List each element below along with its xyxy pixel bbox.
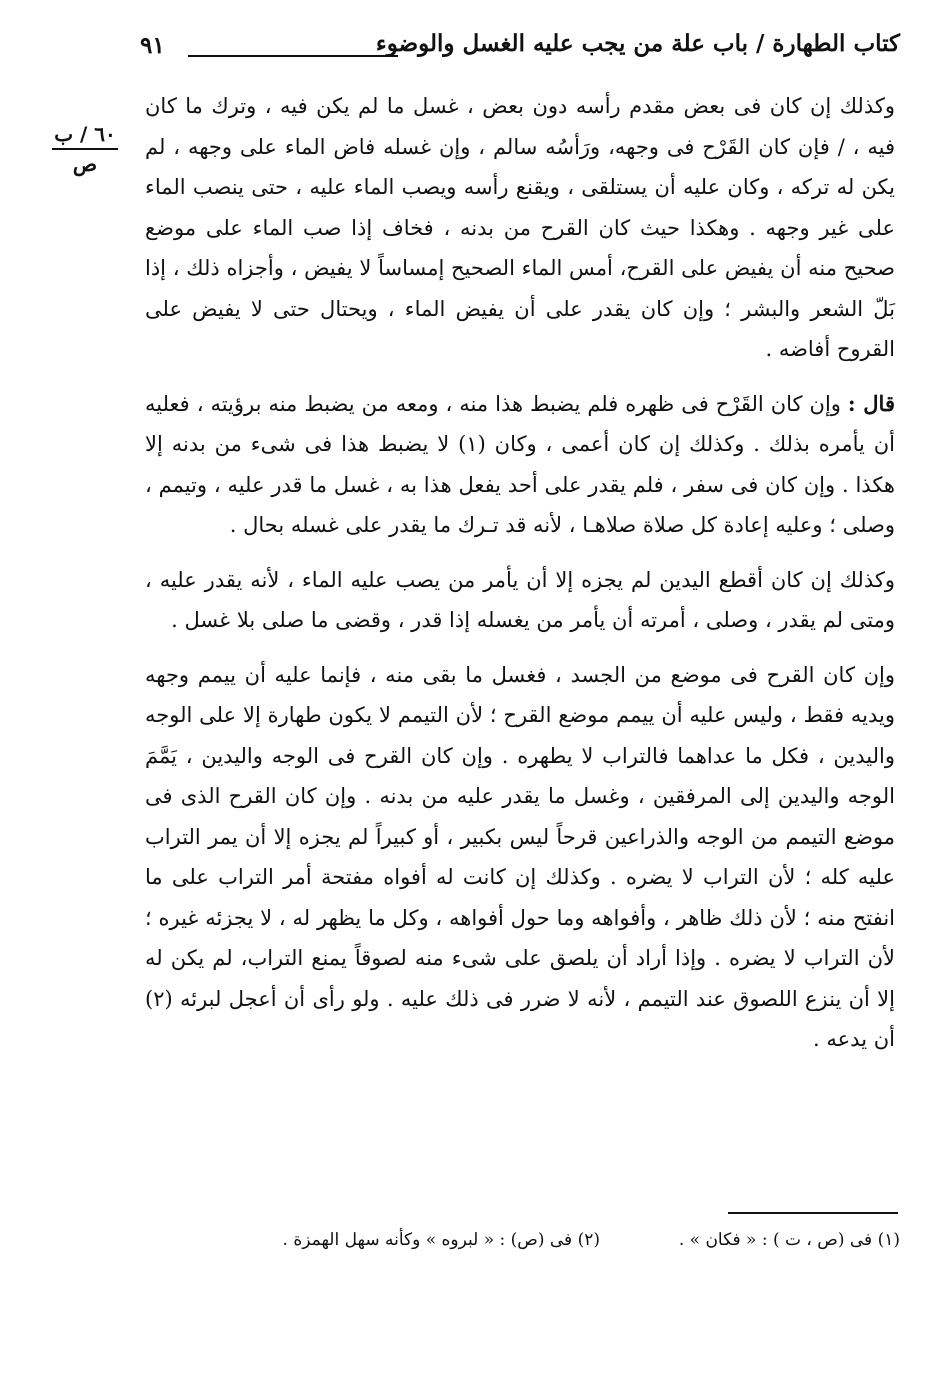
- paragraph: [145, 384, 895, 546]
- paragraph-text: وإن كان القَرْح فى ظهره فلم يضبط هذا منه ، ومعه من يضبط منه برؤيته ، فعليه أن يأمره بذلك . وكذلك إن كان أعمى ، وكان (١) لا يضبط هذا فى شىء من بدنه إلا هكذا . وإن كان فى سفر ، فلم يقدر على أحد يفعل هذا به ، غسل ما قدر عليه ، وتيمم ، وصلى ؛ وعليه إعادة كل صلاة صلاهـا ، لأنه قد تـرك ما يقدر على غسله بحال .: [145, 391, 895, 537]
- running-title: كتاب الطهارة / باب علة من يجب عليه الغسل والوضوء: [375, 30, 900, 57]
- manuscript-folio-note: [52, 122, 118, 176]
- paragraph-text: وكذلك إن كان فى بعض مقدم رأسه دون بعض ، غسل ما لم يكن فيه ، وترك ما كان فيه ، / فإن كان القَرْح فى وجهه، ورَأسُه سالم ، وإن غسله فاض الماء على وجهه ، لم يكن له تركه ، وكان عليه أن يستلقى ، ويقنع رأسه ويصب الماء عليه ، حتى ينصب الماء على غير وجهه . وهكذا حيث كان القرح من بدنه ، فخاف إذا صب الماء على موضع صحيح منه أن يفيض على القرح، أمس الماء الصحيح إمساساً لا يفيض ، وأجزاه ذلك ، إذا بَلّ الشعر والبشر ؛ وإن كان يقدر على أن يفيض الماء ، ويحتال حتى لا يفيض على القروح أفاضه .: [145, 94, 895, 361]
- footnote-1: (١) فى (ص ، ت ) : « فكان » .: [678, 1230, 900, 1250]
- footnotes: [230, 1230, 900, 1260]
- main-text: [145, 86, 895, 1060]
- footnote-rule: [728, 1212, 898, 1214]
- footnote-2: (٢) فى (ص) : « لبروه » وكأنه سهل الهمزة .: [282, 1230, 600, 1250]
- paragraph-text: وإن كان القرح فى موضع من الجسد ، فغسل ما بقى منه ، فإنما عليه أن ييمم وجهه ويديه فقط ، وليس عليه أن ييمم موضع القرح ؛ لأن التيمم لا يكون طهارة إلا على الوجه واليدين ، فكل ما عداهما فالتراب لا يطهره . وإن كان القرح فى الوجه واليدين ، يَمَّمَ الوجه واليدين إلى المرفقين ، وغسل ما يقدر عليه من بدنه . وإن كان القرح الذى فى موضع التيمم من الوجه والذراعين قرحاً ليس بكبير ، أو كبيراً لم يجزه إلا أن يمر التراب عليه كله ؛ لأن التراب لا يضره . وكذلك إن كانت له أفواه مفتحة أمر التراب على ما انفتح منه ؛ لأن ذلك ظاهر ، وأفواهه وما حول أفواهه ، وكل ما يظهر له ، لا يجزئه غيره ؛ لأن التراب لا يضره . وإذا أراد أن يلصق على شىء منه لصوقاً يمنع التراب، لم يكن له إلا أن ينزع اللصوق عند التيمم ، لأنه لا ضرر فى ذلك عليه . ولو رأى أن أعجل لبرئه (٢) أن يدعه .: [145, 662, 895, 1051]
- header-rule: [188, 55, 398, 57]
- paragraph: [145, 560, 895, 641]
- folio-number: ٦٠ / ب: [52, 122, 118, 150]
- paragraph-lead: قال :: [847, 390, 895, 416]
- paragraph: [145, 86, 895, 370]
- manuscript-siglum: ص: [72, 152, 98, 176]
- running-header: [140, 28, 900, 68]
- page-number: ٩١: [140, 32, 165, 59]
- paragraph-text: وكذلك إن كان أقطع اليدين لم يجزه إلا أن يأمر من يصب عليه الماء ، لأنه يقدر عليه ، ومتى لم يقدر ، وصلى ، أمرته أن يأمر من يغسله إذا قدر ، وقضى ما صلى بلا غسل .: [145, 567, 895, 632]
- paragraph: [145, 655, 895, 1060]
